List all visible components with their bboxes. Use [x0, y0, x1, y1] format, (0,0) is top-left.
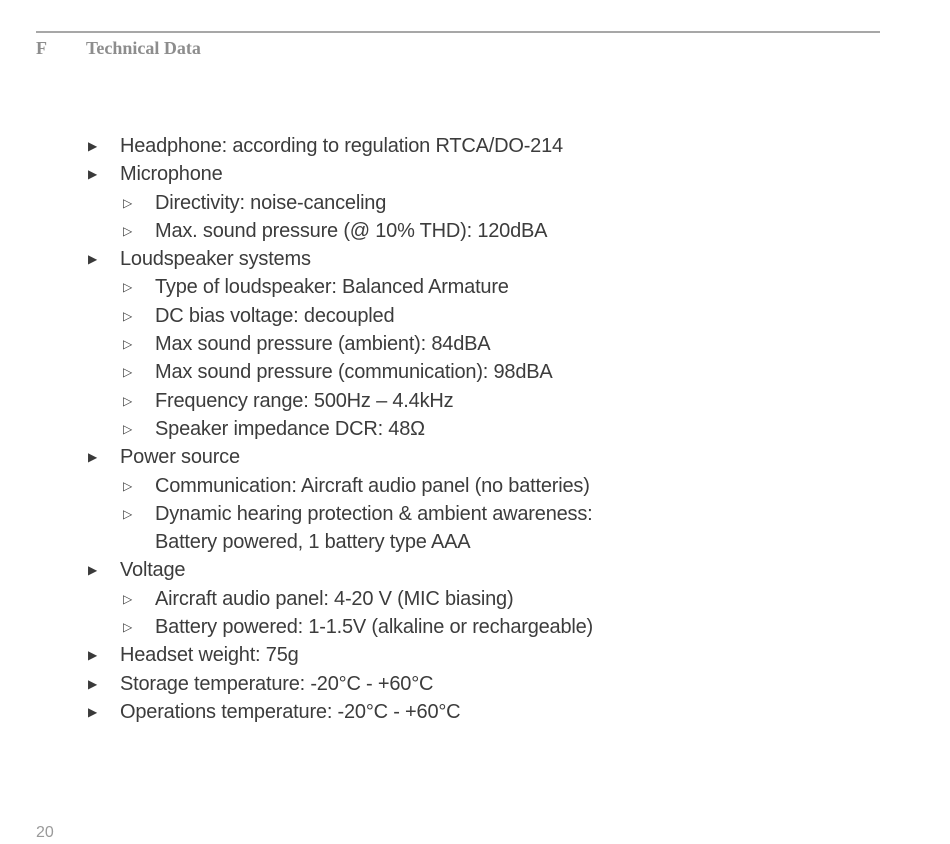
header-rule [36, 31, 880, 33]
outline-triangle-bullet-icon: ▷ [123, 308, 133, 323]
item-text: Max sound pressure (ambient): 84dBA [155, 333, 491, 356]
item-text: Dynamic hearing protection & ambient awareness: [155, 502, 593, 525]
filled-triangle-bullet-icon: ▶ [88, 167, 98, 182]
list-subitem [86, 387, 593, 415]
list-item [86, 132, 593, 160]
list-item [86, 670, 593, 698]
filled-triangle-bullet-icon: ▶ [88, 450, 98, 465]
list-item [86, 160, 593, 188]
list-subitem [86, 302, 593, 330]
filled-triangle-bullet-icon: ▶ [88, 139, 98, 153]
item-text: Directivity: noise-canceling [155, 191, 387, 214]
section-title: Technical Data [86, 38, 201, 58]
outline-triangle-bullet-icon: ▷ [123, 365, 133, 380]
section-letter: F [36, 38, 47, 58]
item-text: Frequency range: 500Hz – 4.4kHz [155, 389, 454, 412]
item-text: Max sound pressure (communication): 98dBA [155, 361, 553, 384]
list-item [86, 641, 593, 669]
item-text: Battery powered, 1 battery type AAA [155, 531, 471, 554]
item-text: Aircraft audio panel: 4-20 V (MIC biasing) [155, 587, 514, 610]
filled-triangle-bullet-icon: ▶ [88, 563, 98, 578]
outline-triangle-bullet-icon: ▷ [123, 478, 133, 493]
outline-triangle-bullet-icon: ▷ [123, 280, 133, 295]
list-subitem [86, 585, 593, 613]
outline-triangle-bullet-icon: ▷ [123, 337, 133, 352]
item-text: Power source [120, 446, 240, 469]
outline-triangle-bullet-icon: ▷ [123, 393, 133, 408]
page-number: 20 [36, 824, 54, 841]
item-text: Operations temperature: -20°C - +60°C [120, 700, 461, 723]
item-text: Microphone [120, 163, 223, 186]
item-text: Loudspeaker systems [120, 248, 311, 271]
list-item [86, 556, 593, 584]
filled-triangle-bullet-icon: ▶ [88, 704, 98, 719]
outline-triangle-bullet-icon: ▷ [123, 506, 133, 521]
list-subitem [86, 500, 593, 528]
list-subitem [86, 217, 593, 245]
list-subitem-continuation [86, 528, 593, 556]
outline-triangle-bullet-icon: ▷ [123, 591, 133, 606]
list-item [86, 698, 593, 726]
filled-triangle-bullet-icon: ▶ [88, 252, 98, 267]
item-text: Type of loudspeaker: Balanced Armature [155, 276, 509, 299]
item-text: Headset weight: 75g [120, 644, 299, 667]
item-text: Speaker impedance DCR: 48Ω [155, 417, 425, 440]
list-subitem [86, 415, 593, 443]
list-subitem [86, 273, 593, 301]
item-text: DC bias voltage: decoupled [155, 304, 395, 327]
list-subitem [86, 358, 593, 386]
outline-triangle-bullet-icon: ▷ [123, 223, 133, 238]
list-item [86, 443, 593, 471]
list-subitem [86, 189, 593, 217]
technical-data-list [86, 132, 593, 726]
item-text: Communication: Aircraft audio panel (no batteries) [155, 474, 590, 497]
item-text: Storage temperature: -20°C - +60°C [120, 672, 434, 695]
item-text: Headphone: according to regulation RTCA/DO-214 [120, 135, 563, 157]
item-text: Battery powered: 1-1.5V (alkaline or rechargeable) [155, 616, 594, 639]
outline-triangle-bullet-icon: ▷ [123, 620, 133, 635]
filled-triangle-bullet-icon: ▶ [88, 648, 98, 663]
list-subitem [86, 472, 593, 500]
list-subitem [86, 613, 593, 641]
outline-triangle-bullet-icon: ▷ [123, 195, 133, 210]
list-subitem [86, 330, 593, 358]
list-item [86, 245, 593, 273]
item-text: Max. sound pressure (@ 10% THD): 120dBA [155, 219, 548, 242]
filled-triangle-bullet-icon: ▶ [88, 676, 98, 691]
item-text: Voltage [120, 559, 186, 582]
outline-triangle-bullet-icon: ▷ [123, 421, 133, 436]
